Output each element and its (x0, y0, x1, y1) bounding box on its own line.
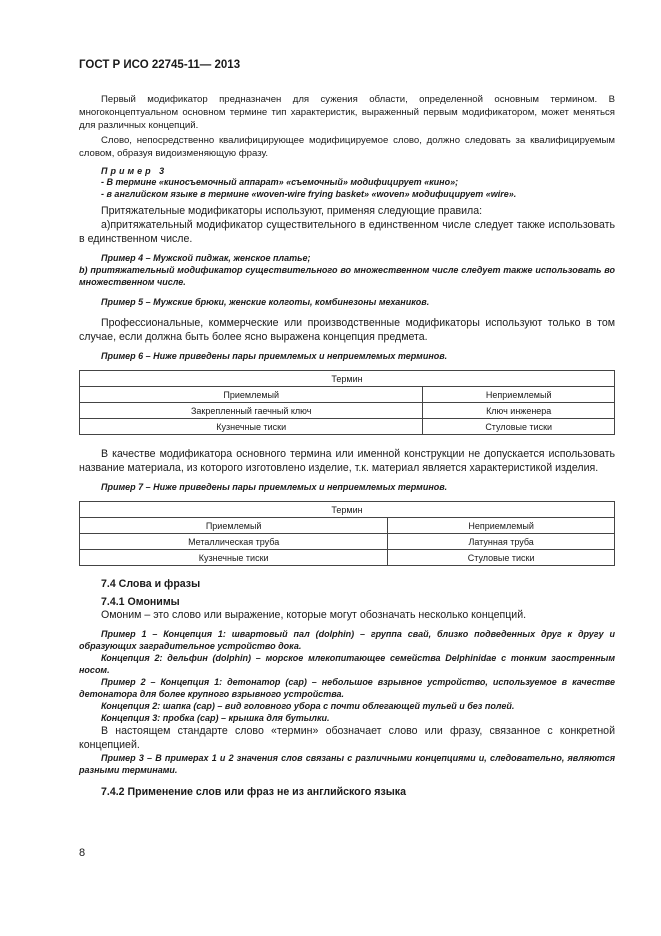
table-caption: Термин (80, 371, 615, 387)
example-3-title: Пример 3 (101, 166, 168, 176)
example-4-line-2: b) притяжательный модификатор существительного во множественном числе следует также использовать во множественном числе. (79, 265, 615, 287)
example-1-concept-2: Концепция 2: дельфин (dolphin) – морское млекопитающее семейства Delphinidae с тонким заостренным носом. (79, 653, 615, 675)
section-7-4-2-heading: 7.4.2 Применение слов или фраз не из английского языка (101, 786, 406, 798)
section-7-4-1-heading: 7.4.1 Омонимы (101, 596, 180, 608)
paragraph-possessive-rules: Притяжательные модификаторы используют, применяя следующие правила: (101, 205, 483, 217)
terms-table-2 (79, 501, 615, 566)
page-number: 8 (79, 847, 86, 859)
paragraph-material-modifier: В качестве модификатора основного термина или именной конструкции не допускается использовать название материала, из которого изготовлено изделие, т.к. материал является характеристикой изделия. (79, 448, 615, 474)
example-4-line-1: Пример 4 – Мужской пиджак, женское платье; (101, 253, 311, 263)
table-cell: Ключ инженера (423, 403, 615, 419)
section-7-4-heading: 7.4 Слова и фразы (101, 578, 201, 590)
column-header-unacceptable: Неприемлемый (388, 518, 615, 534)
example-7: Пример 7 – Ниже приведены пары приемлемых и неприемлемых терминов. (101, 482, 448, 492)
paragraph-first-modifier: Первый модификатор предназначен для сужения области, определенной основным термином. В многоконцептуальном основном термине тип характеристик, выраженный первым модификатором, может меняться для различных концепций. (79, 94, 615, 131)
table-row (80, 534, 615, 550)
example-1-concept-1: Пример 1 – Концепция 1: швартовый пал (dolphin) – группа свай, близко подведенных друг к другу и образующих заградительное устройство дока. (79, 629, 615, 651)
example-2-concept-2: Концепция 2: шапка (cap) – вид головного убора с почти облегающей тульей и без полей. (101, 701, 515, 711)
document-body (79, 93, 615, 798)
example-3-line-1: - В термине «киносъемочный аппарат» «съемочный» модифицирует «кино»; (101, 177, 459, 187)
example-2-concept-3: Концепция 3: пробка (cap) – крышка для бутылки. (101, 713, 330, 723)
column-header-acceptable: Приемлемый (80, 387, 423, 403)
table-row (80, 550, 615, 566)
example-6: Пример 6 – Ниже приведены пары приемлемых и неприемлемых терминов. (101, 351, 448, 361)
table-cell: Стуловые тиски (423, 419, 615, 435)
example-3-line-2: - в английском языке в термине «woven-wire frying basket» «woven» модифицирует «wire». (101, 189, 517, 199)
table-cell: Кузнечные тиски (80, 419, 423, 435)
table-caption: Термин (80, 502, 615, 518)
table-row (80, 403, 615, 419)
paragraph-homonym-definition: Омоним – это слово или выражение, которые могут обозначать несколько концепций. (101, 609, 527, 621)
paragraph-term-definition: В настоящем стандарте слово «термин» обозначает слово или фразу, связанное с конкретной концепцией. (79, 725, 615, 751)
paragraph-rule-a: а)притяжательный модификатор существительного в единственном числе следует также использовать в единственном числе. (79, 219, 615, 245)
terms-table-1 (79, 370, 615, 435)
paragraph-professional-modifiers: Профессиональные, коммерческие или производственные модификаторы используют только в том случае, если должна быть более ясно выражена концепция предмета. (79, 317, 615, 343)
column-header-acceptable: Приемлемый (80, 518, 388, 534)
table-cell: Стуловые тиски (388, 550, 615, 566)
example-3-terms: Пример 3 – В примерах 1 и 2 значения слов связаны с различными концепциями и, следовательно, являются разными терминами. (79, 753, 615, 775)
column-header-unacceptable: Неприемлемый (423, 387, 615, 403)
paragraph-qualifying-word: Слово, непосредственно квалифицирующее модифицируемое слово, должно следовать за квалифицируемым словом, образуя видоизменяющую фразу. (79, 135, 615, 159)
document-code-header: ГОСТ Р ИСО 22745-11— 2013 (79, 59, 241, 71)
table-cell: Металлическая труба (80, 534, 388, 550)
example-2-concept-1: Пример 2 – Концепция 1: детонатор (cap) – небольшое взрывное устройство, используемое в качестве детонатора для более крупного взрывного устройства. (79, 677, 615, 699)
table-cell: Закрепленный гаечный ключ (80, 403, 423, 419)
table-cell: Латунная труба (388, 534, 615, 550)
example-5: Пример 5 – Мужские брюки, женские колготы, комбинезоны механиков. (101, 297, 430, 307)
table-row (80, 419, 615, 435)
table-cell: Кузнечные тиски (80, 550, 388, 566)
